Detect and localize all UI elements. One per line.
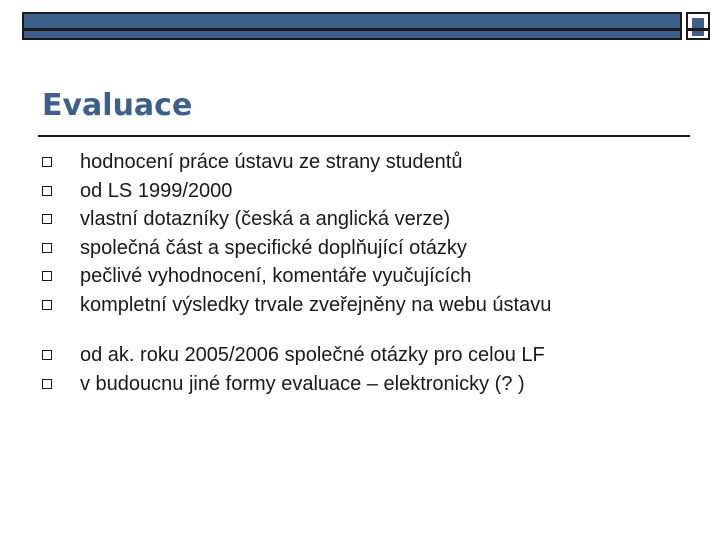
- hollow-square-bullet-icon: [42, 379, 52, 389]
- header-corner-fill: [692, 18, 704, 36]
- bullet-text: společná část a specifické doplňující otázky: [80, 236, 467, 259]
- bullet-text: hodnocení práce ústavu ze strany studentů: [80, 151, 463, 173]
- bullet-text: od ak. roku 2005/2006 společné otázky pro celou LF: [80, 344, 545, 366]
- bullet-text: od LS 1999/2000: [80, 179, 233, 202]
- bullet-text: v budoucnu jiné formy evaluace – elektronicky (? ): [80, 372, 525, 395]
- title-divider: [38, 135, 690, 137]
- header-corner-line: [688, 28, 708, 31]
- slide-title: Evaluace: [42, 88, 193, 123]
- hollow-square-bullet-icon: [42, 157, 52, 167]
- bullet-text: pečlivé vyhodnocení, komentáře vyučujících: [80, 265, 472, 287]
- hollow-square-bullet-icon: [42, 186, 52, 196]
- hollow-square-bullet-icon: [42, 214, 52, 224]
- bullet-text: vlastní dotazníky (česká a anglická verze): [80, 208, 451, 230]
- bullet-text: kompletní výsledky trvale zveřejněny na webu ústavu: [80, 293, 552, 316]
- hollow-square-bullet-icon: [42, 300, 52, 310]
- hollow-square-bullet-icon: [42, 271, 52, 281]
- hollow-square-bullet-icon: [42, 243, 52, 253]
- hollow-square-bullet-icon: [42, 350, 52, 360]
- header-corner-box: [686, 12, 710, 40]
- header-bar: [22, 12, 682, 40]
- header-bar-line: [24, 28, 680, 31]
